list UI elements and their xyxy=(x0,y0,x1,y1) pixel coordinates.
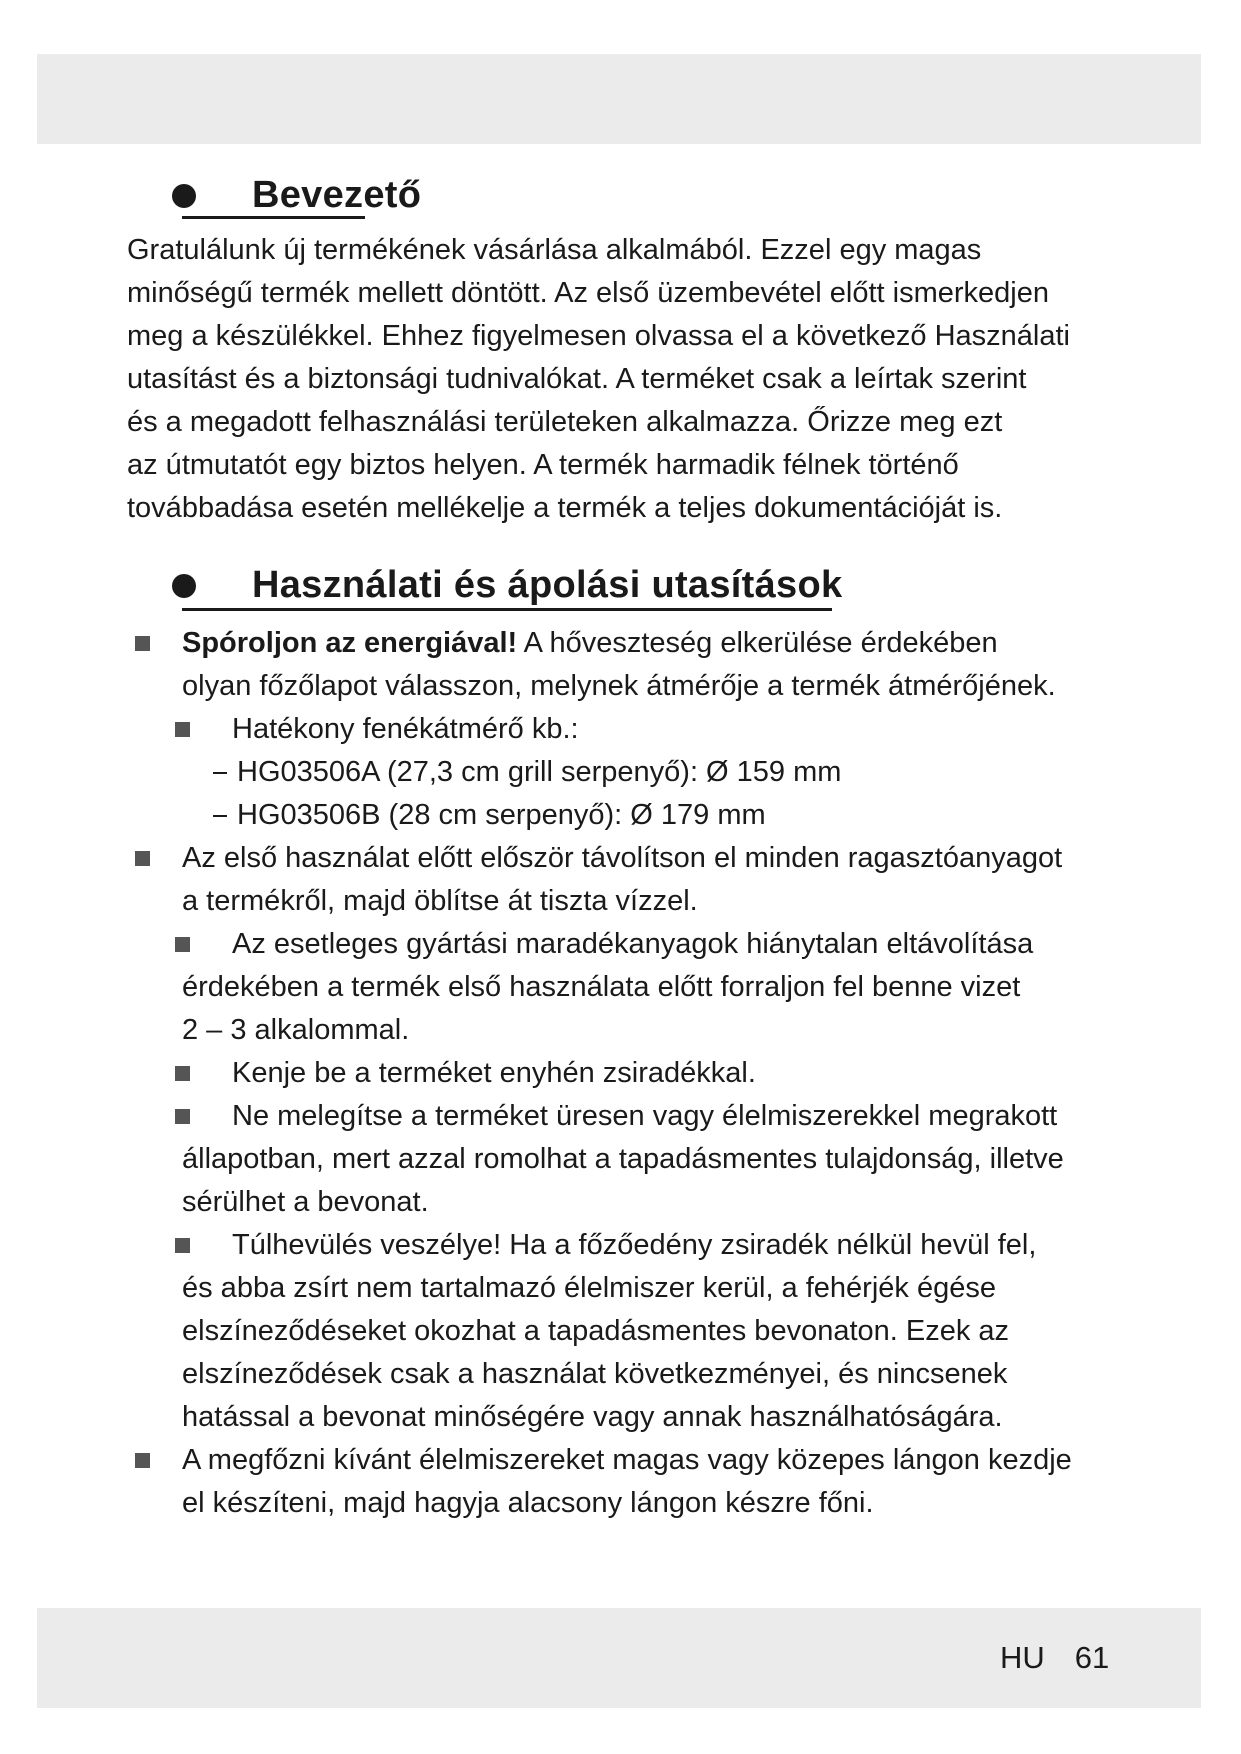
paragraph-line: az útmutatót egy biztos helyen. A termék harmadik félnek történő xyxy=(127,449,959,481)
energy-text: A hőveszteség elkerülése érdekében xyxy=(517,627,998,659)
square-bullet-icon xyxy=(175,1238,190,1253)
cook-line-2: el készíteni, majd hagyja alacsony lángon készre főni. xyxy=(182,1487,874,1519)
overheat-line-2: és abba zsírt nem tartalmazó élelmiszer kerül, a fehérjék égése xyxy=(182,1272,996,1304)
square-bullet-icon xyxy=(175,937,190,952)
residue-line-1: Az esetleges gyártási maradékanyagok hiánytalan eltávolítása xyxy=(232,928,1034,960)
cook-line-1: A megfőzni kívánt élelmiszereket magas vagy közepes lángon kezdje xyxy=(182,1444,1072,1476)
section-title: Használati és ápolási utasítások xyxy=(252,564,843,606)
section-heading-intro xyxy=(172,174,421,217)
paragraph-line: utasítást és a biztonsági tudnivalókat. A terméket csak a leírtak szerint xyxy=(127,363,1027,395)
heading-underline xyxy=(182,216,365,219)
square-bullet-icon xyxy=(175,1109,190,1124)
empty-line-1: Ne melegítse a terméket üresen vagy élelmiszerekkel megrakott xyxy=(232,1100,1058,1132)
language-code: HU xyxy=(1000,1640,1045,1675)
header-band xyxy=(37,54,1201,144)
bullet-dot-icon xyxy=(172,574,196,598)
overheat-line-4: elszíneződések csak a használat következményei, és nincsenek xyxy=(182,1358,1008,1390)
section-heading-usage xyxy=(172,564,842,607)
square-bullet-icon xyxy=(175,722,190,737)
first-use-line-1: Az első használat előtt először távolítson el minden ragasztóanyagot xyxy=(182,842,1063,874)
overheat-line-1: Túlhevülés veszélye! Ha a főzőedény zsiradék nélkül hevül fel, xyxy=(232,1229,1037,1261)
square-bullet-icon xyxy=(135,1453,150,1468)
diameter-label: Hatékony fenékátmérő kb.: xyxy=(232,713,579,745)
empty-line-2: állapotban, mert azzal romolhat a tapadásmentes tulajdonság, illetve xyxy=(182,1143,1064,1175)
paragraph-line: és a megadott felhasználási területeken alkalmazza. Őrizze meg ezt xyxy=(127,406,1003,438)
paragraph-line: Gratulálunk új termékének vásárlása alkalmából. Ezzel egy magas xyxy=(127,234,982,266)
empty-line-3: sérülhet a bevonat. xyxy=(182,1186,429,1218)
heading-underline xyxy=(182,608,832,611)
dash-bullet-icon xyxy=(213,815,227,817)
square-bullet-icon xyxy=(135,636,150,651)
intro-paragraph xyxy=(127,229,1070,530)
page-number xyxy=(1000,1640,1139,1676)
page-number-value: 61 xyxy=(1074,1640,1110,1675)
dash-bullet-icon xyxy=(213,772,227,774)
energy-line-1 xyxy=(182,622,998,665)
overheat-line-3: elszíneződéseket okozhat a tapadásmentes bevonaton. Ezek az xyxy=(182,1315,1010,1347)
model-b-line: HG03506B (28 cm serpenyő): Ø 179 mm xyxy=(237,799,766,831)
grease-line: Kenje be a terméket enyhén zsiradékkal. xyxy=(232,1057,756,1089)
residue-line-3: 2 – 3 alkalommal. xyxy=(182,1014,410,1046)
paragraph-line: meg a készülékkel. Ehhez figyelmesen olvassa el a következő Használati xyxy=(127,320,1070,352)
energy-line-2: olyan főzőlapot válasszon, melynek átmérője a termék átmérőjének. xyxy=(182,670,1056,702)
first-use-line-2: a termékről, majd öblítse át tiszta vízzel. xyxy=(182,885,698,917)
paragraph-line: minőségű termék mellett döntött. Az első üzembevétel előtt ismerkedjen xyxy=(127,277,1050,309)
square-bullet-icon xyxy=(135,851,150,866)
overheat-line-5: hatással a bevonat minőségére vagy annak használhatóságára. xyxy=(182,1401,1003,1433)
bullet-dot-icon xyxy=(172,184,196,208)
energy-bold: Spóroljon az energiával! xyxy=(182,627,518,659)
residue-line-2: érdekében a termék első használata előtt forraljon fel benne vizet xyxy=(182,971,1021,1003)
model-a-line: HG03506A (27,3 cm grill serpenyő): Ø 159 mm xyxy=(237,756,842,788)
paragraph-line: továbbadása esetén mellékelje a termék a teljes dokumentációját is. xyxy=(127,492,1003,524)
section-title: Bevezető xyxy=(252,174,422,216)
square-bullet-icon xyxy=(175,1066,190,1081)
